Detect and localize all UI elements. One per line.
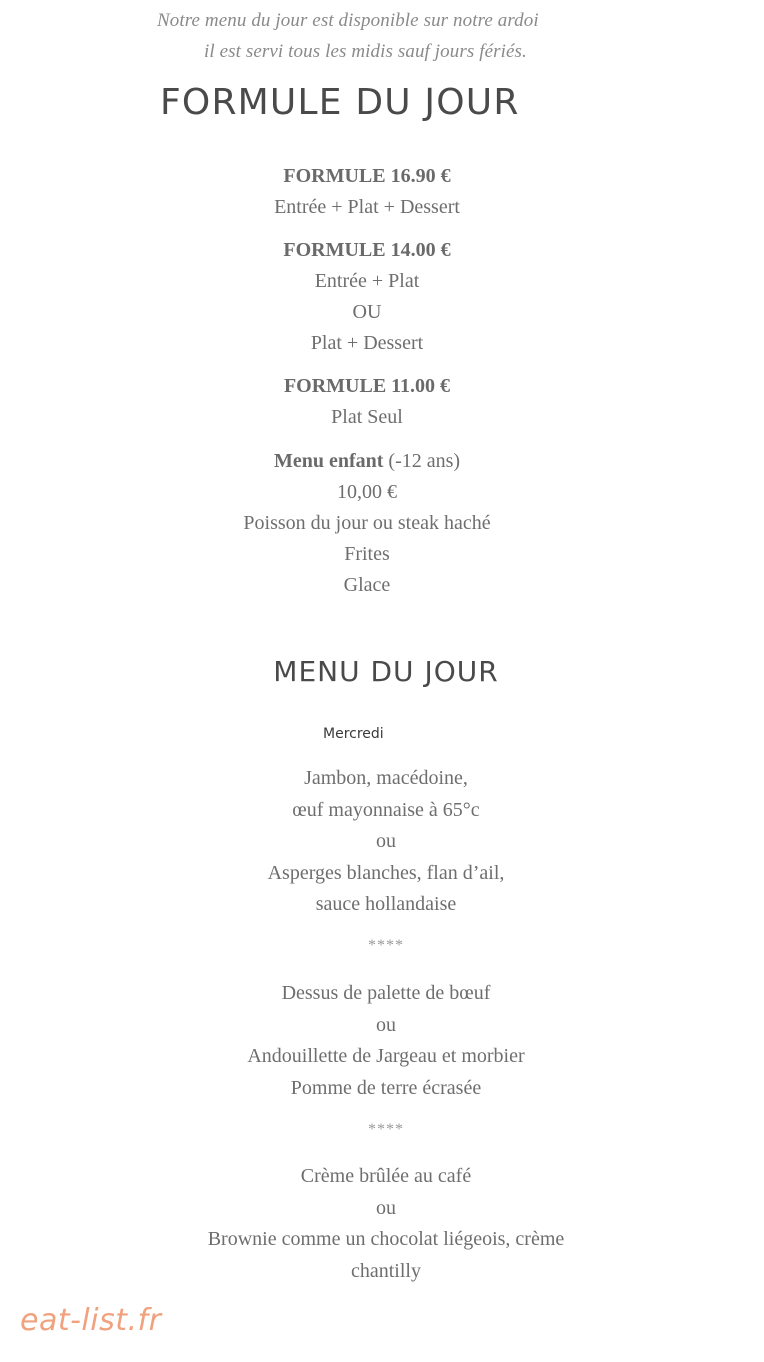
menu-enfant — [0, 446, 734, 601]
menu-enfant-line-1: Poisson du jour ou steak haché — [243, 512, 491, 534]
menu-heading: MENU DU JOUR — [273, 655, 499, 688]
dessert-line-3: Brownie comme un chocolat liégeois, crème — [207, 1228, 565, 1250]
menu-day: Mercredi — [323, 726, 384, 742]
formule-3 — [0, 371, 734, 433]
dessert-line-4: chantilly — [351, 1259, 421, 1282]
plat-line-3: Andouillette de Jargeau et morbier — [247, 1045, 525, 1067]
menu-enfant-title-row — [0, 446, 734, 477]
separator-2: **** — [368, 1121, 404, 1138]
dessert-line-1: Crème brûlée au café — [300, 1165, 472, 1187]
entree-line-4: Asperges blanches, flan d’ail, — [267, 861, 505, 884]
entree-line-2: œuf mayonnaise à 65°c — [292, 798, 480, 821]
menu-entrees — [0, 763, 764, 921]
entree-line-5: sauce hollandaise — [315, 893, 457, 915]
dessert-line-2: ou — [376, 1196, 396, 1219]
menu-enfant-price: 10,00 € — [337, 481, 397, 503]
formule-1 — [0, 161, 734, 223]
formule-3-line: Plat Seul — [331, 406, 403, 428]
menu-plats — [0, 978, 764, 1104]
menu-enfant-line-2: Frites — [344, 543, 390, 565]
plat-line-2: ou — [376, 1013, 396, 1036]
formule-3-title: FORMULE 11.00 € — [283, 375, 451, 397]
formule-2-line-3: Plat + Dessert — [310, 332, 424, 354]
intro-line-1: Notre menu du jour est disponible sur notre ardoi — [157, 10, 539, 31]
formule-2-line-1: Entrée + Plat — [314, 270, 420, 292]
formule-2-line-2: OU — [352, 301, 382, 323]
menu-enfant-age: (-12 ans) — [388, 450, 461, 472]
formule-2-title: FORMULE 14.00 € — [283, 239, 451, 261]
formule-1-title: FORMULE 16.90 € — [283, 165, 451, 187]
plat-line-1: Dessus de palette de bœuf — [281, 982, 491, 1004]
menu-desserts — [0, 1161, 764, 1287]
separator-1: **** — [368, 937, 404, 954]
formule-1-line: Entrée + Plat + Dessert — [274, 196, 460, 218]
entree-line-3: ou — [376, 830, 396, 852]
plat-line-4: Pomme de terre écrasée — [290, 1076, 482, 1099]
formule-heading: FORMULE DU JOUR — [160, 82, 520, 123]
menu-enfant-title: Menu enfant — [273, 450, 384, 472]
watermark-logo: eat-list.fr — [20, 1303, 162, 1338]
intro-line-2: il est servi tous les midis sauf jours fériés. — [204, 41, 527, 62]
entree-line-1: Jambon, macédoine, — [304, 767, 468, 789]
menu-enfant-line-3: Glace — [343, 574, 391, 596]
formule-2 — [0, 235, 734, 359]
